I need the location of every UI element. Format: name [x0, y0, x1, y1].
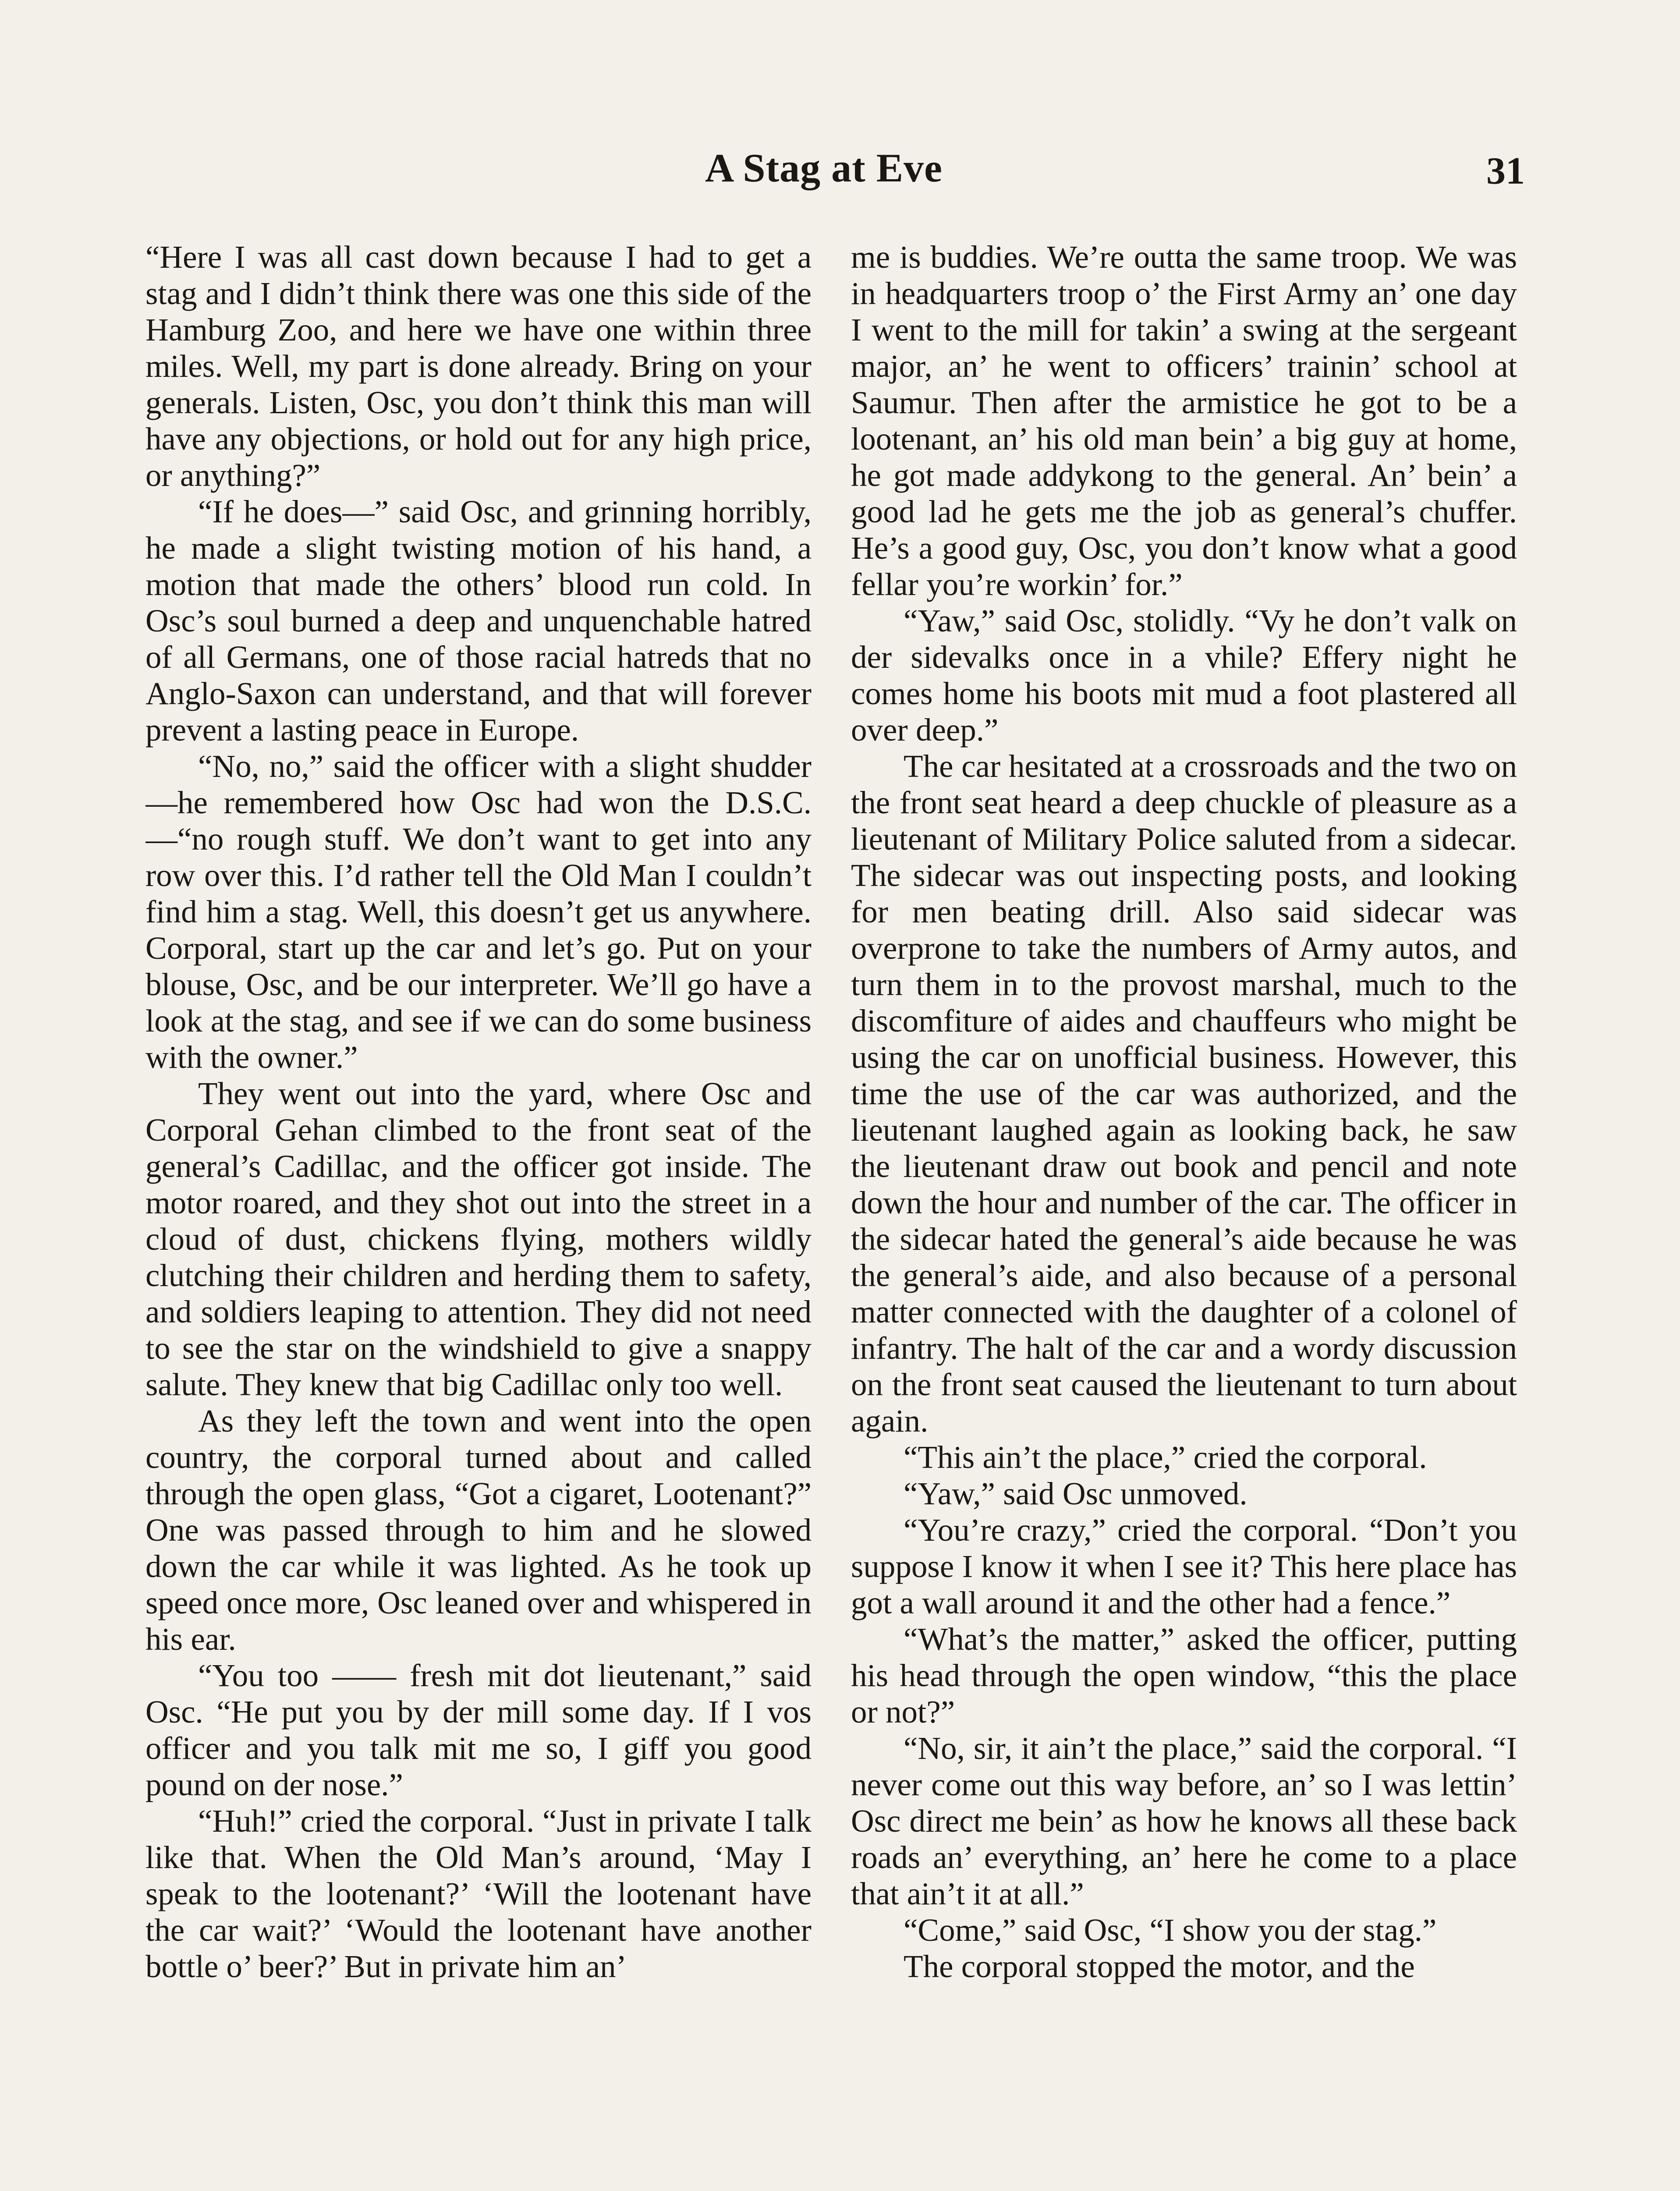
paragraph: “You’re crazy,” cried the corporal. “Don’t you suppose I know it when I see it? This here place has got a wall around it and the other had a fence.” [851, 1512, 1517, 1620]
left-column [145, 239, 812, 2191]
paragraph: “If he does—” said Osc, and grinning horribly, he made a slight twisting motion of his hand, a motion that made the others’ blood run cold. In Osc’s soul burned a deep and unquenchable hatred of all Germans, one of those racial hatreds that no Anglo-Saxon can understand, and that will forever prevent a lasting peace in Europe. [145, 494, 812, 748]
paragraph: “No, no,” said the officer with a slight shudder—he remembered how Osc had won the D.S.C.—“no rough stuff. We don’t want to get into any row over this. I’d rather tell the Old Man I couldn’t find him a stag. Well, this doesn’t get us anywhere. Corporal, start up the car and let’s go. Put on your blouse, Osc, and be our interpreter. We’ll go have a look at the stag, and see if we can do some business with the owner.” [145, 748, 812, 1075]
right-column [851, 239, 1517, 2191]
paragraph: The car hesitated at a crossroads and the two on the front seat heard a deep chuckle of pleasure as a lieutenant of Military Police saluted from a sidecar. The sidecar was out inspecting posts, and looking for men beating drill. Also said sidecar was overprone to take the numbers of Army autos, and turn them in to the provost marshal, much to the discomfiture of aides and chauffeurs who might be using the car on unofficial business. However, this time the use of the car was authorized, and the lieutenant laughed again as looking back, he saw the lieutenant draw out book and pencil and note down the hour and number of the car. The officer in the sidecar hated the general’s aide because he was the general’s aide, and also because of a personal matter connected with the daughter of a colonel of infantry. The halt of the car and a wordy discussion on the front seat caused the lieutenant to turn about again. [851, 748, 1517, 1439]
paragraph: “Here I was all cast down because I had to get a stag and I didn’t think there was one this side of the Hamburg Zoo, and here we have one within three miles. Well, my part is done already. Bring on your generals. Listen, Osc, you don’t think this man will have any objections, or hold out for any high price, or anything?” [145, 239, 812, 493]
page-title: A Stag at Eve [705, 145, 943, 190]
paragraph: As they left the town and went into the open country, the corporal turned about and called through the open glass, “Got a cigaret, Lootenant?” One was passed through to him and he slowed down the car while it was lighted. As he took up speed once more, Osc leaned over and whispered in his ear. [145, 1403, 812, 1657]
page-number: 31 [1486, 150, 1525, 192]
paragraph: “What’s the matter,” asked the officer, putting his head through the open window, “this the place or not?” [851, 1621, 1517, 1730]
running-head [123, 145, 1525, 210]
paragraph: “Come,” said Osc, “I show you der stag.” [904, 1912, 1437, 1948]
paragraph: “No, sir, it ain’t the place,” said the corporal. “I never come out this way before, an’ so I was lettin’ Osc direct me bein’ as how he knows all these back roads an’ everything, an’ here he come to a place that ain’t it at all.” [851, 1730, 1517, 1911]
paragraph: me is buddies. We’re outta the same troop. We was in headquarters troop o’ the First Army an’ one day I went to the mill for takin’ a swing at the sergeant major, an’ he went to officers’ trainin’ school at Saumur. Then after the armistice he got to be a lootenant, an’ his old man bein’ a big guy at home, he got made addykong to the general. An’ bein’ a good lad he gets me the job as general’s chuffer. He’s a good guy, Osc, you don’t know what a good fellar you’re workin’ for.” [851, 239, 1517, 602]
paragraph: “Huh!” cried the corporal. “Just in private I talk like that. When the Old Man’s around, ‘May I speak to the lootenant?’ ‘Will the lootenant have the car wait?’ ‘Would the lootenant have another bottle o’ beer?’ But in private him an’ [145, 1803, 812, 1984]
paragraph: “Yaw,” said Osc, stolidly. “Vy he don’t valk on der sidevalks once in a vhile? Effery night he comes home his boots mit mud a foot plastered all over deep.” [851, 603, 1517, 748]
paragraph: “You too —— fresh mit dot lieutenant,” said Osc. “He put you by der mill some day. If I vos officer and you talk mit me so, I giff you good pound on der nose.” [145, 1658, 812, 1802]
text-columns [145, 239, 1517, 2191]
paragraph: “Yaw,” said Osc unmoved. [904, 1476, 1248, 1511]
paragraph: They went out into the yard, where Osc and Corporal Gehan climbed to the front seat of the general’s Cadillac, and the officer got inside. The motor roared, and they shot out into the street in a cloud of dust, chickens flying, mothers wildly clutching their children and herding them to safety, and soldiers leaping to attention. They did not need to see the star on the windshield to give a snappy salute. They knew that big Cadillac only too well. [145, 1076, 812, 1402]
paragraph: “This ain’t the place,” cried the corporal. [904, 1439, 1427, 1475]
paragraph: The corporal stopped the motor, and the [904, 1949, 1415, 1984]
